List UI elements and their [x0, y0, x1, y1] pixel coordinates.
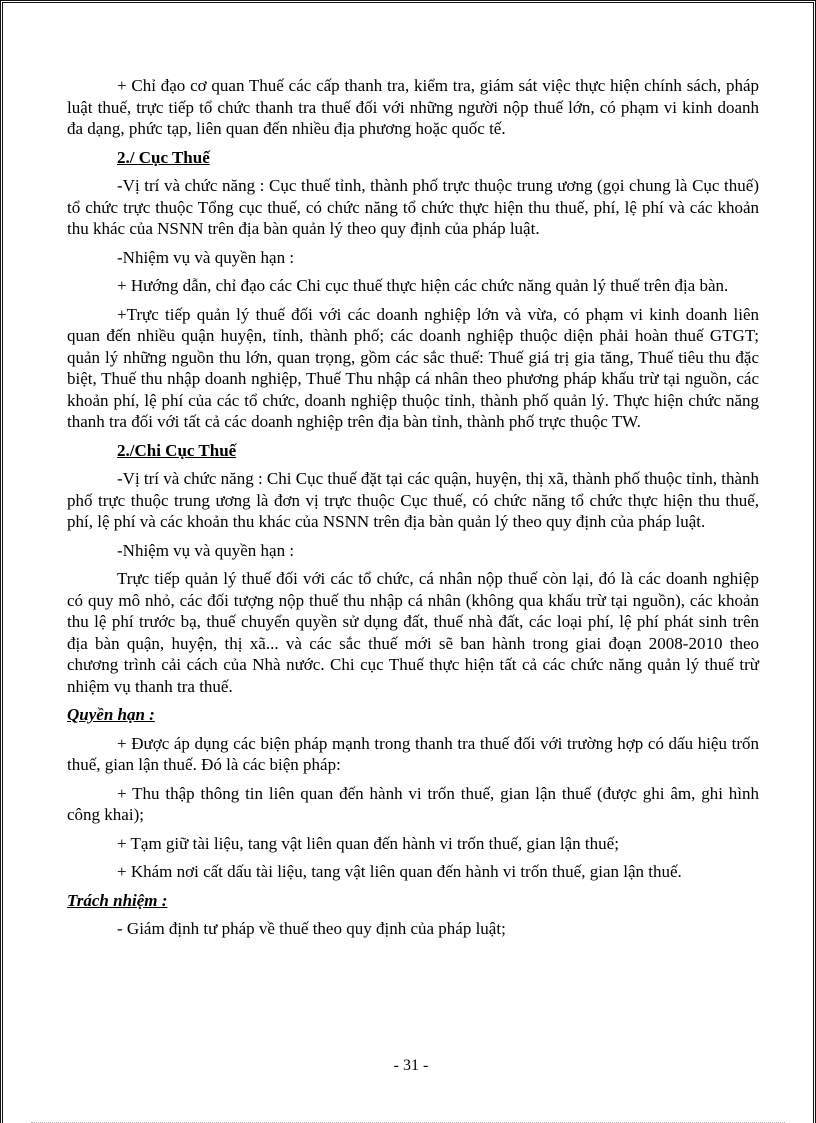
paragraph: + Hướng dẫn, chỉ đạo các Chi cục thuế thực hiện các chức năng quản lý thuế trên địa bàn. — [117, 276, 729, 295]
section-heading: Quyền hạn : — [67, 705, 155, 724]
paragraph: +Trực tiếp quản lý thuế đối với các doanh nghiệp lớn và vừa, có phạm vi kinh doanh liên quan đến nhiều quận huyện, tỉnh, thành phố; các doanh nghiệp thuộc diện phải hoàn thuế GTGT; quản lý những nguồn thu lớn, quan trọng, gồm các sắc thuế: Thuế giá trị gia tăng, Thuế tiêu thu đặc biệt, Thuế thu nhập doanh nghiệp, Thuế Thu nhập cá nhân theo phương pháp khấu trừ tại nguồn, các khoản phí, lệ phí của các tổ chức, doanh nghiệp thuộc tỉnh, thành phố quản lý. Thực hiện chức năng thanh tra đối với tất cả các doanh nghiệp trên địa bàn tỉnh, thành phố trực thuộc TW. — [67, 304, 759, 431]
paragraph: + Chỉ đạo cơ quan Thuế các cấp thanh tra, kiểm tra, giám sát việc thực hiện chính sách, pháp luật thuế, trực tiếp tổ chức thanh tra thuế đối với những người nộp thuế lớn, có phạm vi kinh doanh đa dạng, phức tạp, liên quan đến nhiều địa phương hoặc quốc tế. — [67, 76, 759, 138]
paragraph: -Vị trí và chức năng : Cục thuế tỉnh, thành phố trực thuộc trung ương (gọi chung là Cục thuế) tổ chức trực thuộc Tổng cục thuế, có chức năng tổ chức thực hiện thu thuế, phí, lệ phí và các khoản thu khác của NSNN trên địa bàn quản lý theo quy định của pháp luật. — [67, 176, 759, 238]
document-body — [67, 75, 759, 947]
paragraph: -Nhiệm vụ và quyền hạn : — [117, 540, 295, 560]
page-number: - 31 - — [393, 1057, 429, 1074]
paragraph: - Giám định tư pháp về thuế theo quy định của pháp luật; — [117, 919, 506, 938]
paragraph: -Nhiệm vụ và quyền hạn : — [117, 247, 295, 267]
section-heading: 2./Chi Cục Thuế — [117, 440, 237, 460]
paragraph: + Khám nơi cất dấu tài liệu, tang vật liên quan đến hành vi trốn thuế, gian lận thuế. — [117, 862, 682, 881]
paragraph: Trực tiếp quản lý thuế đối với các tổ chức, cá nhân nộp thuế còn lại, đó là các doanh nghiệp có quy mô nhỏ, các đối tượng nộp thuế thu nhập cá nhân (không qua khấu trừ tại nguồn), các khoản thu lệ phí trước bạ, thuế chuyển quyền sử dụng đất, thuế nhà đất, các loại phí, lệ phí phát sinh trên địa bàn quận, huyện, thị xã... và các sắc thuế mới sẽ ban hành trong giai đoạn 2008-2010 theo chương trình cải cách của Nhà nước. Chi cục Thuế thực hiện tất cả các chức năng quản lý thuế trừ nhiệm vụ thanh tra thuế. — [67, 569, 759, 696]
section-heading: Trách nhiệm : — [67, 890, 168, 910]
paragraph: + Thu thập thông tin liên quan đến hành vi trốn thuế, gian lận thuế (được ghi âm, ghi hình công khai); — [67, 783, 759, 824]
paragraph: + Được áp dụng các biện pháp mạnh trong thanh tra thuế đối với trường hợp có dấu hiệu trốn thuế, gian lận thuế. Đó là các biện pháp: — [67, 733, 759, 774]
section-heading: 2./ Cục Thuế — [117, 147, 210, 167]
paragraph: -Vị trí và chức năng : Chi Cục thuế đặt tại các quận, huyện, thị xã, thành phố thuộc tỉnh, thành phố trực thuộc trung ương là đơn vị trực thuộc Cục thuế, có chức năng tổ chức thực hiện thu thuế, phí, lệ phí và các khoản thu khác của NSNN trên địa bàn quản lý theo quy định của pháp luật. — [67, 469, 759, 531]
paragraph: + Tạm giữ tài liệu, tang vật liên quan đến hành vi trốn thuế, gian lận thuế; — [117, 833, 619, 853]
